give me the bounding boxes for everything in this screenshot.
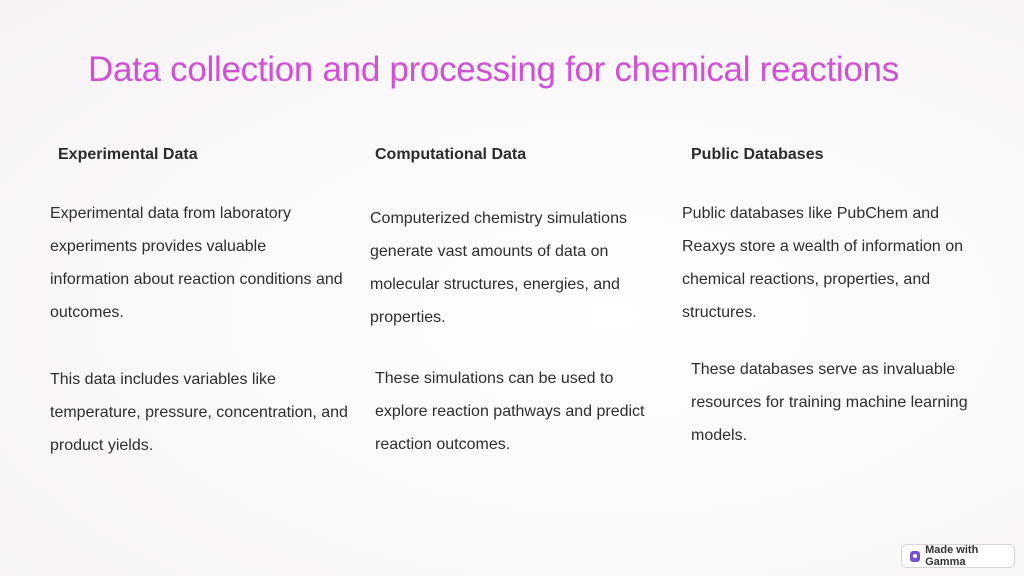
column-heading-experimental-data: Experimental Data xyxy=(58,146,198,163)
computational-data-paragraph-1: Computerized chemistry simulations generate vast amounts of data on molecular structures, energies, and properties. xyxy=(370,210,627,326)
public-databases-paragraph-1: Public databases like PubChem and Reaxys store a wealth of information on chemical reactions, properties, and structures. xyxy=(682,205,964,321)
experimental-data-paragraph-1: Experimental data from laboratory experiments provides valuable information about reaction conditions and outcomes. xyxy=(50,205,343,321)
page-title: Data collection and processing for chemical reactions xyxy=(88,50,899,89)
made-with-gamma-label: Made with Gamma xyxy=(925,544,979,568)
made-with-gamma-badge[interactable] xyxy=(901,544,1015,568)
column-heading-computational-data: Computational Data xyxy=(375,146,527,163)
column-heading-public-databases: Public Databases xyxy=(691,146,824,163)
experimental-data-paragraph-2: This data includes variables like temperature, pressure, concentration, and product yields. xyxy=(50,371,348,454)
computational-data-paragraph-2: These simulations can be used to explore reaction pathways and predict reaction outcomes. xyxy=(375,370,645,453)
gamma-logo-icon xyxy=(910,551,920,562)
public-databases-paragraph-2: These databases serve as invaluable resources for training machine learning models. xyxy=(691,361,968,444)
